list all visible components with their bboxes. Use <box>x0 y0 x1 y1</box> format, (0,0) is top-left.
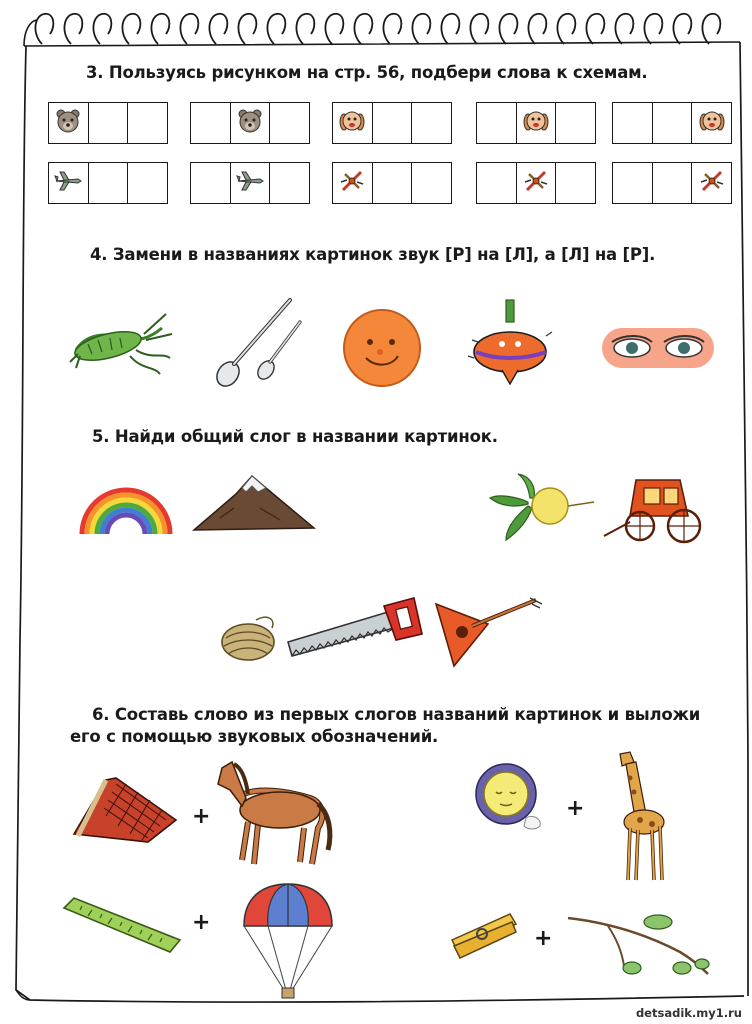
sound-scheme <box>476 162 596 204</box>
scheme-cell <box>556 103 595 143</box>
task-6-title: 6. Составь слово из первых слогов названий картинок и выложи его с помощью звуковых обозначений. <box>70 705 701 746</box>
bear-face-icon <box>55 108 81 138</box>
scheme-cell <box>49 163 89 203</box>
scheme-cell <box>270 103 309 143</box>
airplane-icon <box>54 171 82 195</box>
scheme-cell <box>89 103 129 143</box>
scheme-cell <box>613 103 653 143</box>
task-5-title: 5. Найди общий слог в названии картинок. <box>92 427 498 446</box>
mountain-picture <box>190 468 318 534</box>
ruler-picture <box>60 894 184 956</box>
spiral-loop <box>644 14 662 44</box>
sound-scheme <box>332 162 452 204</box>
scheme-cell <box>128 163 167 203</box>
plus-sign-2: + <box>566 796 585 821</box>
spiral-loop <box>354 14 372 44</box>
sound-scheme <box>476 102 596 144</box>
bear-face-icon <box>237 108 263 138</box>
sound-scheme <box>190 162 310 204</box>
scheme-cell <box>333 103 373 143</box>
scheme-cell <box>692 103 731 143</box>
scheme-cell <box>191 103 231 143</box>
toy-helicopter-icon <box>523 168 549 198</box>
toy-helicopter-icon <box>339 168 365 198</box>
spiral-loop <box>325 14 343 44</box>
site-watermark: detsadik.my1.ru <box>635 1006 742 1020</box>
sound-scheme <box>48 102 168 144</box>
scheme-cell <box>692 163 731 203</box>
scheme-cell <box>89 163 129 203</box>
balalaika-picture <box>432 596 544 670</box>
sound-scheme <box>190 102 310 144</box>
scheme-cell <box>613 163 653 203</box>
eyes-picture <box>600 324 716 372</box>
horse-picture <box>214 754 338 870</box>
giraffe-picture <box>600 748 680 884</box>
spoons-picture <box>208 296 304 392</box>
kolobok-picture <box>340 306 424 390</box>
dog-face-icon <box>699 108 725 138</box>
scheme-cell <box>477 103 517 143</box>
spiral-loop <box>383 14 401 44</box>
task-4-title: 4. Замени в названиях картинок звук [Р] на [Л], а [Л] на [Р]. <box>90 245 656 264</box>
roof-picture <box>66 770 186 846</box>
spiral-binding <box>24 14 740 46</box>
rainbow-picture <box>76 484 176 536</box>
scheme-cell <box>333 163 373 203</box>
scheme-cell <box>231 163 271 203</box>
parachute-picture <box>238 880 338 1000</box>
spiral-loop <box>702 14 720 44</box>
spiral-loop <box>122 14 140 44</box>
spiral-loop <box>238 14 256 44</box>
spiral-loop <box>151 14 169 44</box>
spinning-top-picture <box>466 296 556 388</box>
clothespin-picture <box>446 910 520 960</box>
spiral-loop <box>267 14 285 44</box>
saw-picture <box>284 594 426 660</box>
task-3-title: 3. Пользуясь рисунком на стр. 56, подбери слова к схемам. <box>86 63 648 82</box>
spiral-loop <box>499 14 517 44</box>
spiral-loop <box>586 14 604 44</box>
spiral-loop <box>528 14 546 44</box>
scheme-cell <box>49 103 89 143</box>
spiral-loop <box>209 14 227 44</box>
airplane-icon <box>236 171 264 195</box>
moon-picture <box>466 756 548 836</box>
scheme-cell <box>412 163 451 203</box>
scheme-cell <box>373 163 413 203</box>
plus-sign-4: + <box>534 926 553 951</box>
scheme-cell <box>517 163 557 203</box>
skein-picture <box>216 612 280 664</box>
sound-scheme <box>48 162 168 204</box>
branch-picture <box>562 908 712 982</box>
plus-sign-1: + <box>192 804 211 829</box>
scheme-cell <box>270 163 309 203</box>
spiral-loop <box>93 14 111 44</box>
spiral-loop <box>673 14 691 44</box>
scheme-cell <box>231 103 271 143</box>
spiral-loop <box>557 14 575 44</box>
sound-scheme <box>332 102 452 144</box>
sound-scheme <box>612 102 732 144</box>
scheme-cell <box>653 163 693 203</box>
scheme-cell <box>191 163 231 203</box>
dog-face-icon <box>523 108 549 138</box>
spiral-loop <box>35 14 53 44</box>
scheme-cell <box>477 163 517 203</box>
plus-sign-3: + <box>192 910 211 935</box>
spiral-loop <box>64 14 82 44</box>
spiral-loop <box>412 14 430 44</box>
scheme-cell <box>517 103 557 143</box>
spiral-loop <box>615 14 633 44</box>
crayfish-picture <box>66 304 178 380</box>
carriage-picture <box>600 466 712 548</box>
spiral-loop <box>441 14 459 44</box>
scheme-cell <box>128 103 167 143</box>
scheme-cell <box>373 103 413 143</box>
spiral-loop <box>470 14 488 44</box>
toy-helicopter-icon <box>699 168 725 198</box>
dog-face-icon <box>339 108 365 138</box>
spiral-loop <box>180 14 198 44</box>
turnip-picture <box>484 472 596 544</box>
scheme-cell <box>556 163 595 203</box>
spiral-loop <box>296 14 314 44</box>
sound-scheme <box>612 162 732 204</box>
scheme-cell <box>653 103 693 143</box>
scheme-cell <box>412 103 451 143</box>
